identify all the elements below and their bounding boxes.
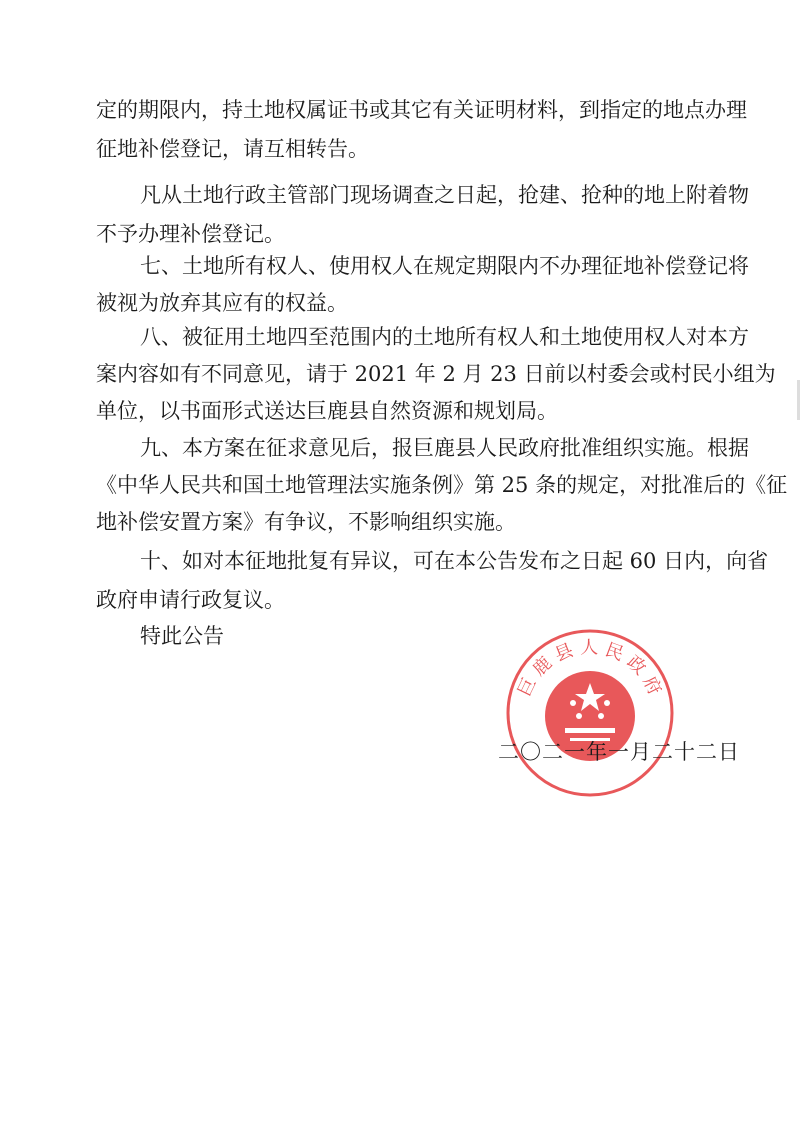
text-line: 地补偿安置方案》有争议，不影响组织实施。 bbox=[96, 510, 516, 534]
text-line: 七、土地所有权人、使用权人在规定期限内不办理征地补偿登记将 bbox=[140, 254, 749, 278]
text-line: 被视为放弃其应有的权益。 bbox=[96, 291, 348, 315]
text-line: 凡从土地行政主管部门现场调查之日起，抢建、抢种的地上附着物 bbox=[140, 183, 749, 207]
closing-text: 特此公告 bbox=[140, 624, 224, 648]
official-seal-icon bbox=[505, 628, 675, 798]
document-date: 二〇二一年一月二十二日 bbox=[498, 740, 740, 764]
text-line: 九、本方案在征求意见后，报巨鹿县人民政府批准组织实施。根据 bbox=[140, 436, 749, 460]
text-line: 八、被征用土地四至范围内的土地所有权人和土地使用权人对本方 bbox=[140, 325, 749, 349]
text-line: 不予办理补偿登记。 bbox=[96, 222, 285, 246]
text-line: 案内容如有不同意见，请于 2021 年 2 月 23 日前以村委会或村民小组为 bbox=[96, 362, 776, 386]
svg-text:巨鹿县人民政府: 巨鹿县人民政府 bbox=[513, 637, 666, 700]
text-line: 政府申请行政复议。 bbox=[96, 588, 285, 612]
text-line: 十、如对本征地批复有异议，可在本公告发布之日起 60 日内，向省 bbox=[140, 549, 769, 573]
text-line: 定的期限内，持土地权属证书或其它有关证明材料，到指定的地点办理 bbox=[96, 98, 747, 122]
text-line: 征地补偿登记，请互相转告。 bbox=[96, 137, 369, 161]
text-line: 单位，以书面形式送达巨鹿县自然资源和规划局。 bbox=[96, 399, 558, 423]
text-line: 《中华人民共和国土地管理法实施条例》第 25 条的规定，对批准后的《征 bbox=[96, 473, 788, 497]
